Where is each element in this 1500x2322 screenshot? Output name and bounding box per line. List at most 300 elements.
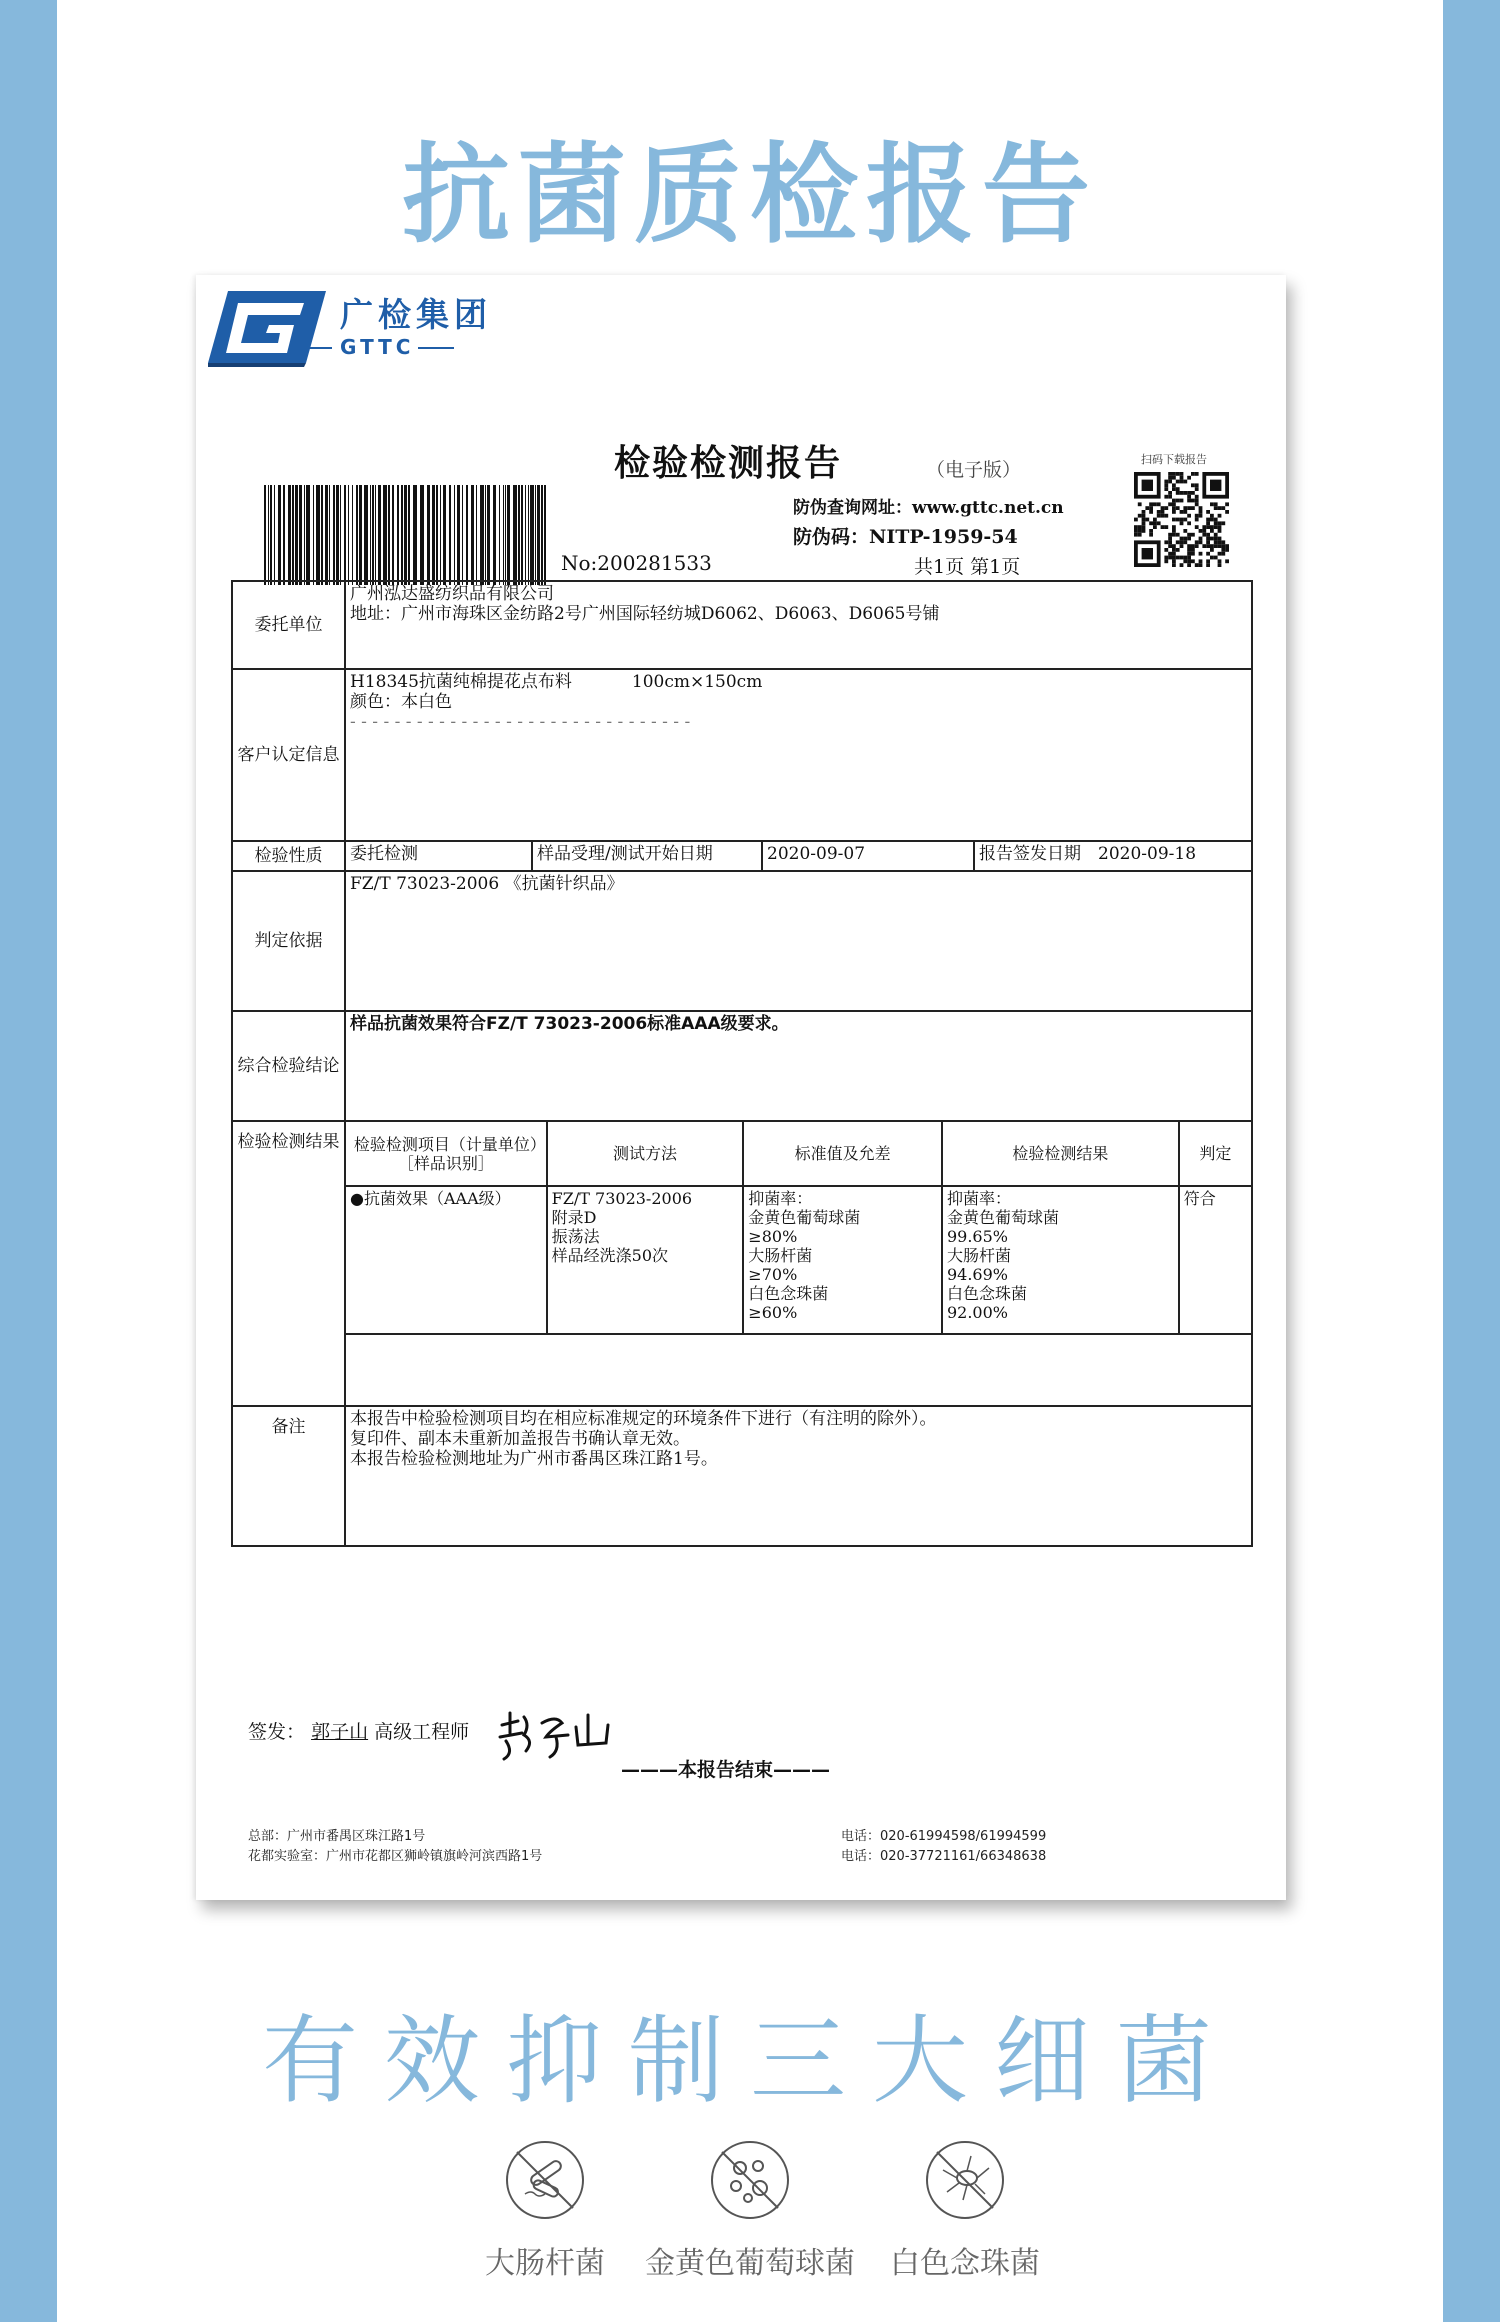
qr-module: [1164, 480, 1168, 484]
signer-label: 签发：: [248, 1721, 306, 1743]
qr-module: [1153, 518, 1157, 522]
qr-label: 扫码下载报告: [1141, 453, 1207, 466]
barcode-bar: [383, 485, 387, 585]
barcode-bar: [521, 485, 523, 585]
barcode-bar: [397, 485, 399, 585]
gttc-logo-icon: [208, 287, 326, 367]
barcode-bar: [432, 485, 435, 585]
qr-module: [1176, 487, 1180, 491]
qr-module: [1134, 529, 1138, 533]
qr-module: [1187, 548, 1191, 552]
qr-module: [1149, 510, 1153, 514]
qr-module: [1191, 544, 1195, 548]
qr-finder: [1210, 480, 1221, 491]
barcode-bar: [457, 485, 460, 585]
standard-line: ≥60%: [748, 1303, 798, 1322]
qr-module: [1210, 518, 1214, 522]
qr-module: [1180, 563, 1184, 567]
qr-module: [1214, 525, 1218, 529]
results-empty-cell: [346, 1334, 1251, 1400]
barcode-bar: [513, 485, 517, 585]
barcode-bar: [443, 485, 446, 585]
qr-module: [1218, 514, 1222, 518]
barcode-bar: [304, 485, 305, 585]
barcode-bar: [537, 485, 540, 585]
results-row: [232, 1121, 1252, 1406]
barcode-bar: [413, 485, 417, 585]
qr-module: [1176, 548, 1180, 552]
client-name: 广州泓达盛纺织品有限公司: [350, 584, 554, 604]
report-form-table: [231, 580, 1253, 1547]
logo-divider-right: [418, 347, 454, 349]
qr-module: [1183, 537, 1187, 541]
qr-module: [1172, 563, 1176, 567]
qr-module: [1214, 506, 1218, 510]
qr-module: [1142, 518, 1146, 522]
qr-module: [1210, 537, 1214, 541]
barcode-bar: [299, 485, 302, 585]
qr-module: [1172, 502, 1176, 506]
barcode-bar: [295, 485, 298, 585]
qr-module: [1168, 544, 1172, 548]
qr-module: [1153, 502, 1157, 506]
nature-row: [232, 841, 1252, 871]
qr-module: [1142, 529, 1146, 533]
qr-module: [1221, 544, 1225, 548]
qr-module: [1172, 548, 1176, 552]
qr-module: [1187, 521, 1191, 525]
header-item: 检验检测项目（计量单位）［样品识别］: [346, 1122, 547, 1186]
remark-line: 复印件、副本未重新加盖报告书确认章无效。: [350, 1429, 690, 1449]
qr-module: [1183, 559, 1187, 563]
results-cell: [345, 1121, 1252, 1406]
issue-date: 2020-09-18: [1098, 844, 1197, 864]
barcode-bar: [375, 485, 376, 585]
barcode-bar: [404, 485, 407, 585]
qr-module: [1206, 559, 1210, 563]
qr-module: [1199, 563, 1203, 567]
qr-module: [1195, 540, 1199, 544]
qr-module: [1176, 499, 1180, 503]
logo-english-name: GTTC: [340, 335, 415, 359]
qr-module: [1183, 556, 1187, 560]
standard-line: 大肠杆菌: [748, 1246, 813, 1265]
result-line: 金黄色葡萄球菌: [946, 1208, 1059, 1227]
barcode-bar: [530, 485, 534, 585]
qr-module: [1225, 502, 1229, 506]
qr-module: [1180, 480, 1184, 484]
barcode-bar: [325, 485, 328, 585]
qr-module: [1142, 525, 1146, 529]
results-header-row: [346, 1122, 1251, 1186]
qr-module: [1157, 521, 1161, 525]
method-line: 振荡法: [551, 1227, 600, 1246]
qr-module: [1199, 537, 1203, 541]
basis-label: 判定依据: [232, 871, 345, 1011]
result-judge: 符合: [1179, 1186, 1251, 1334]
qr-module: [1221, 506, 1225, 510]
qr-module: [1195, 483, 1199, 487]
signer-name: 郭子山: [311, 1721, 369, 1743]
barcode-bar: [499, 485, 500, 585]
qr-module: [1210, 544, 1214, 548]
qr-module: [1218, 552, 1222, 556]
qr-module: [1172, 533, 1176, 537]
barcode-bar: [268, 485, 269, 585]
results-label: 检验检测结果: [232, 1121, 345, 1406]
qr-module: [1138, 529, 1142, 533]
qr-module: [1172, 529, 1176, 533]
standard-line: 抑菌率：: [748, 1189, 813, 1208]
qr-module: [1221, 548, 1225, 552]
barcode-bar: [487, 485, 490, 585]
qr-module: [1199, 559, 1203, 563]
barcode-bar: [378, 485, 381, 585]
page-title: 抗菌质检报告: [401, 133, 1098, 258]
qr-module: [1176, 518, 1180, 522]
customer-row: [232, 669, 1252, 841]
barcode-bar: [292, 485, 294, 585]
qr-module: [1157, 502, 1161, 506]
barcode-bar: [480, 485, 484, 585]
telephone-2: 电话：020-37721161/66348638: [841, 1849, 1047, 1864]
qr-module: [1164, 556, 1168, 560]
barcode-bar: [340, 485, 341, 585]
results-table: [346, 1122, 1251, 1400]
qr-module: [1183, 518, 1187, 522]
qr-module: [1191, 483, 1195, 487]
remark-line: 本报告中检验检测项目均在相应标准规定的环境条件下进行（有注明的除外）。: [350, 1409, 937, 1429]
result-value: [942, 1186, 1179, 1334]
standard-line: 白色念珠菌: [748, 1284, 829, 1303]
qr-module: [1218, 540, 1222, 544]
qr-module: [1183, 506, 1187, 510]
qr-module: [1214, 518, 1218, 522]
barcode-bar: [525, 485, 526, 585]
barcode-bar: [427, 485, 430, 585]
qr-module: [1172, 518, 1176, 522]
qr-module: [1164, 483, 1168, 487]
barcode-bar: [356, 485, 358, 585]
barcode-bar: [359, 485, 362, 585]
barcode-bar: [352, 485, 353, 585]
qr-module: [1195, 495, 1199, 499]
qr-module: [1138, 502, 1142, 506]
qr-module: [1191, 552, 1195, 556]
barcode-bar: [274, 485, 275, 585]
qr-module: [1210, 529, 1214, 533]
candida-icon: [923, 2138, 1007, 2222]
barcode-bar: [535, 485, 536, 585]
qr-module: [1176, 556, 1180, 560]
qr-module: [1164, 487, 1168, 491]
barcode-bar: [541, 485, 543, 585]
qr-code-icon: [1134, 472, 1229, 567]
qr-module: [1176, 540, 1180, 544]
qr-module: [1172, 510, 1176, 514]
qr-module: [1187, 544, 1191, 548]
barcode-bar: [544, 485, 546, 585]
qr-module: [1161, 514, 1165, 518]
qr-module: [1199, 514, 1203, 518]
qr-module: [1183, 491, 1187, 495]
result-line: 92.00%: [946, 1303, 1008, 1322]
signer-line: [248, 1717, 469, 1744]
barcode-bar: [364, 485, 368, 585]
method-line: 附录D: [551, 1208, 597, 1227]
remark-line: 本报告检验检测地址为广州市番禺区珠江路1号。: [350, 1449, 718, 1469]
qr-module: [1149, 506, 1153, 510]
logo-chinese-name: 广检集团: [340, 295, 492, 334]
barcode-bar: [321, 485, 323, 585]
result-line: 抑菌率：: [946, 1189, 1011, 1208]
bacteria-item-e-coli: [480, 2138, 610, 2282]
barcode-bar: [449, 485, 451, 585]
barcode-bar: [264, 485, 266, 585]
qr-module: [1199, 552, 1203, 556]
barcode-bar: [485, 485, 486, 585]
barcode-icon: [264, 485, 549, 585]
qr-module: [1164, 525, 1168, 529]
qr-module: [1225, 544, 1229, 548]
receive-cell: [532, 841, 762, 871]
qr-module: [1180, 556, 1184, 560]
qr-module: [1168, 476, 1172, 480]
report-end-mark: ———本报告结束———: [621, 1759, 831, 1781]
qr-module: [1172, 487, 1176, 491]
result-item: ●抗菌效果（AAA级）: [346, 1186, 547, 1334]
qr-module: [1195, 514, 1199, 518]
page-subtitle: 有效抑制三大细菌: [262, 2005, 1238, 2117]
qr-module: [1195, 525, 1199, 529]
qr-module: [1183, 480, 1187, 484]
qr-module: [1145, 518, 1149, 522]
qr-module: [1149, 521, 1153, 525]
qr-finder: [1142, 480, 1153, 491]
qr-module: [1138, 514, 1142, 518]
signer-title: 高级工程师: [374, 1721, 470, 1743]
page-info: 共1页 第1页: [914, 556, 1021, 578]
qr-module: [1134, 525, 1138, 529]
bacteria-label: 金黄色葡萄球菌: [645, 2246, 855, 2281]
qr-module: [1195, 563, 1199, 567]
qr-module: [1172, 506, 1176, 510]
remarks-cell: [345, 1406, 1252, 1546]
qr-module: [1187, 533, 1191, 537]
header-standard: 标准值及允差: [743, 1122, 942, 1186]
qr-module: [1202, 529, 1206, 533]
remarks-row: [232, 1406, 1252, 1546]
qr-module: [1195, 487, 1199, 491]
qr-module: [1206, 533, 1210, 537]
barcode-bar: [329, 485, 330, 585]
barcode-bar: [436, 485, 438, 585]
qr-module: [1218, 506, 1222, 510]
barcode-bar: [476, 485, 477, 585]
qr-module: [1180, 518, 1184, 522]
qr-module: [1180, 510, 1184, 514]
qr-module: [1191, 472, 1195, 476]
barcode-bar: [440, 485, 441, 585]
qr-module: [1221, 521, 1225, 525]
qr-module: [1187, 476, 1191, 480]
dashed-divider: - - - - - - - - - - - - - - - - - - - - - - - - - - - - - - -: [350, 712, 691, 732]
basis-row: [232, 871, 1252, 1011]
qr-module: [1180, 540, 1184, 544]
telephone-1: 电话：020-61994598/61994599: [841, 1829, 1047, 1844]
qr-module: [1218, 563, 1222, 567]
qr-module: [1168, 480, 1172, 484]
qr-module: [1206, 537, 1210, 541]
qr-module: [1176, 472, 1180, 476]
method-line: FZ/T 73023-2006: [551, 1189, 693, 1208]
qr-module: [1187, 552, 1191, 556]
result-line: 大肠杆菌: [946, 1246, 1011, 1265]
qr-module: [1138, 533, 1142, 537]
header-result: 检验检测结果: [942, 1122, 1179, 1186]
bacteria-item-staphylococcus: [640, 2138, 860, 2282]
result-line: 白色念珠菌: [946, 1284, 1027, 1303]
issue-cell: [974, 841, 1252, 871]
qr-module: [1168, 495, 1172, 499]
barcode-bar: [462, 485, 463, 585]
bacteria-label: 大肠杆菌: [485, 2246, 605, 2281]
sample-color: 颜色：本白色: [350, 692, 452, 712]
qr-module: [1195, 502, 1199, 506]
qr-module: [1168, 533, 1172, 537]
qr-module: [1180, 476, 1184, 480]
qr-module: [1180, 491, 1184, 495]
qr-module: [1180, 544, 1184, 548]
qr-module: [1225, 559, 1229, 563]
qr-module: [1187, 537, 1191, 541]
qr-module: [1172, 476, 1176, 480]
qr-module: [1218, 559, 1222, 563]
qr-module: [1191, 548, 1195, 552]
client-address: 地址：广州市海珠区金纺路2号广州国际轻纺城D6062、D6063、D6065号铺: [350, 604, 940, 624]
barcode-bar: [283, 485, 285, 585]
qr-module: [1172, 552, 1176, 556]
header-method: 测试方法: [547, 1122, 744, 1186]
qr-module: [1218, 525, 1222, 529]
header-judge: 判定: [1179, 1122, 1251, 1186]
qr-module: [1195, 518, 1199, 522]
qr-module: [1206, 540, 1210, 544]
qr-module: [1214, 502, 1218, 506]
barcode-bar: [466, 485, 468, 585]
barcode-bar: [333, 485, 335, 585]
qr-module: [1225, 510, 1229, 514]
qr-module: [1164, 495, 1168, 499]
qr-module: [1180, 537, 1184, 541]
nature-value: 委托检测: [345, 841, 532, 871]
qr-module: [1206, 518, 1210, 522]
customer-label: 客户认定信息: [232, 669, 345, 841]
qr-module: [1206, 563, 1210, 567]
qr-module: [1176, 506, 1180, 510]
barcode-bar: [401, 485, 403, 585]
qr-module: [1176, 480, 1180, 484]
bacteria-label: 白色念珠菌: [890, 2246, 1040, 2281]
qr-module: [1191, 499, 1195, 503]
issue-label: 报告签发日期: [979, 844, 1081, 864]
qr-module: [1221, 552, 1225, 556]
barcode-bar: [306, 485, 310, 585]
bacteria-item-candida: [885, 2138, 1045, 2282]
remarks-label: 备注: [232, 1406, 345, 1546]
qr-module: [1218, 537, 1222, 541]
barcode-bar: [370, 485, 371, 585]
qr-module: [1149, 502, 1153, 506]
qr-module: [1221, 540, 1225, 544]
logo-divider-left: [296, 347, 332, 349]
barcode-bar: [392, 485, 394, 585]
barcode-bar: [507, 485, 510, 585]
standard-line: ≥70%: [748, 1265, 798, 1284]
qr-module: [1161, 525, 1165, 529]
lab-address: 花都实验室：广州市花都区狮岭镇旗岭河滨西路1号: [248, 1849, 543, 1864]
barcode-bar: [505, 485, 506, 585]
client-cell: [345, 581, 1252, 669]
qr-module: [1218, 521, 1222, 525]
qr-module: [1210, 525, 1214, 529]
qr-module: [1210, 514, 1214, 518]
qr-module: [1172, 472, 1176, 476]
barcode-bar: [288, 485, 291, 585]
qr-module: [1187, 563, 1191, 567]
qr-module: [1187, 514, 1191, 518]
qr-module: [1210, 548, 1214, 552]
qr-module: [1195, 499, 1199, 503]
qr-module: [1172, 544, 1176, 548]
report-number: No:200281533: [561, 551, 712, 575]
qr-module: [1191, 533, 1195, 537]
qr-module: [1202, 525, 1206, 529]
barcode-bar: [420, 485, 424, 585]
qr-module: [1164, 506, 1168, 510]
qr-module: [1168, 556, 1172, 560]
qr-module: [1183, 510, 1187, 514]
qr-module: [1214, 544, 1218, 548]
qr-module: [1153, 521, 1157, 525]
qr-module: [1195, 472, 1199, 476]
barcode-bar: [388, 485, 390, 585]
qr-module: [1180, 472, 1184, 476]
qr-module: [1157, 514, 1161, 518]
qr-module: [1218, 529, 1222, 533]
receive-date: 2020-09-07: [762, 841, 974, 871]
qr-module: [1206, 521, 1210, 525]
qr-module: [1187, 491, 1191, 495]
e-coli-icon: [503, 2138, 587, 2222]
qr-module: [1191, 506, 1195, 510]
qr-module: [1161, 510, 1165, 514]
qr-module: [1145, 506, 1149, 510]
qr-module: [1202, 544, 1206, 548]
barcode-bar: [336, 485, 339, 585]
qr-module: [1202, 533, 1206, 537]
barcode-bar: [313, 485, 314, 585]
qr-module: [1206, 510, 1210, 514]
barcode-bar: [408, 485, 410, 585]
sample-size: 100cm×150cm: [631, 672, 763, 692]
barcode-bar: [503, 485, 504, 585]
results-empty-row: [346, 1334, 1251, 1400]
report-title: 检验检测报告: [614, 443, 843, 484]
qr-module: [1142, 521, 1146, 525]
qr-module: [1218, 544, 1222, 548]
qr-module: [1168, 472, 1172, 476]
